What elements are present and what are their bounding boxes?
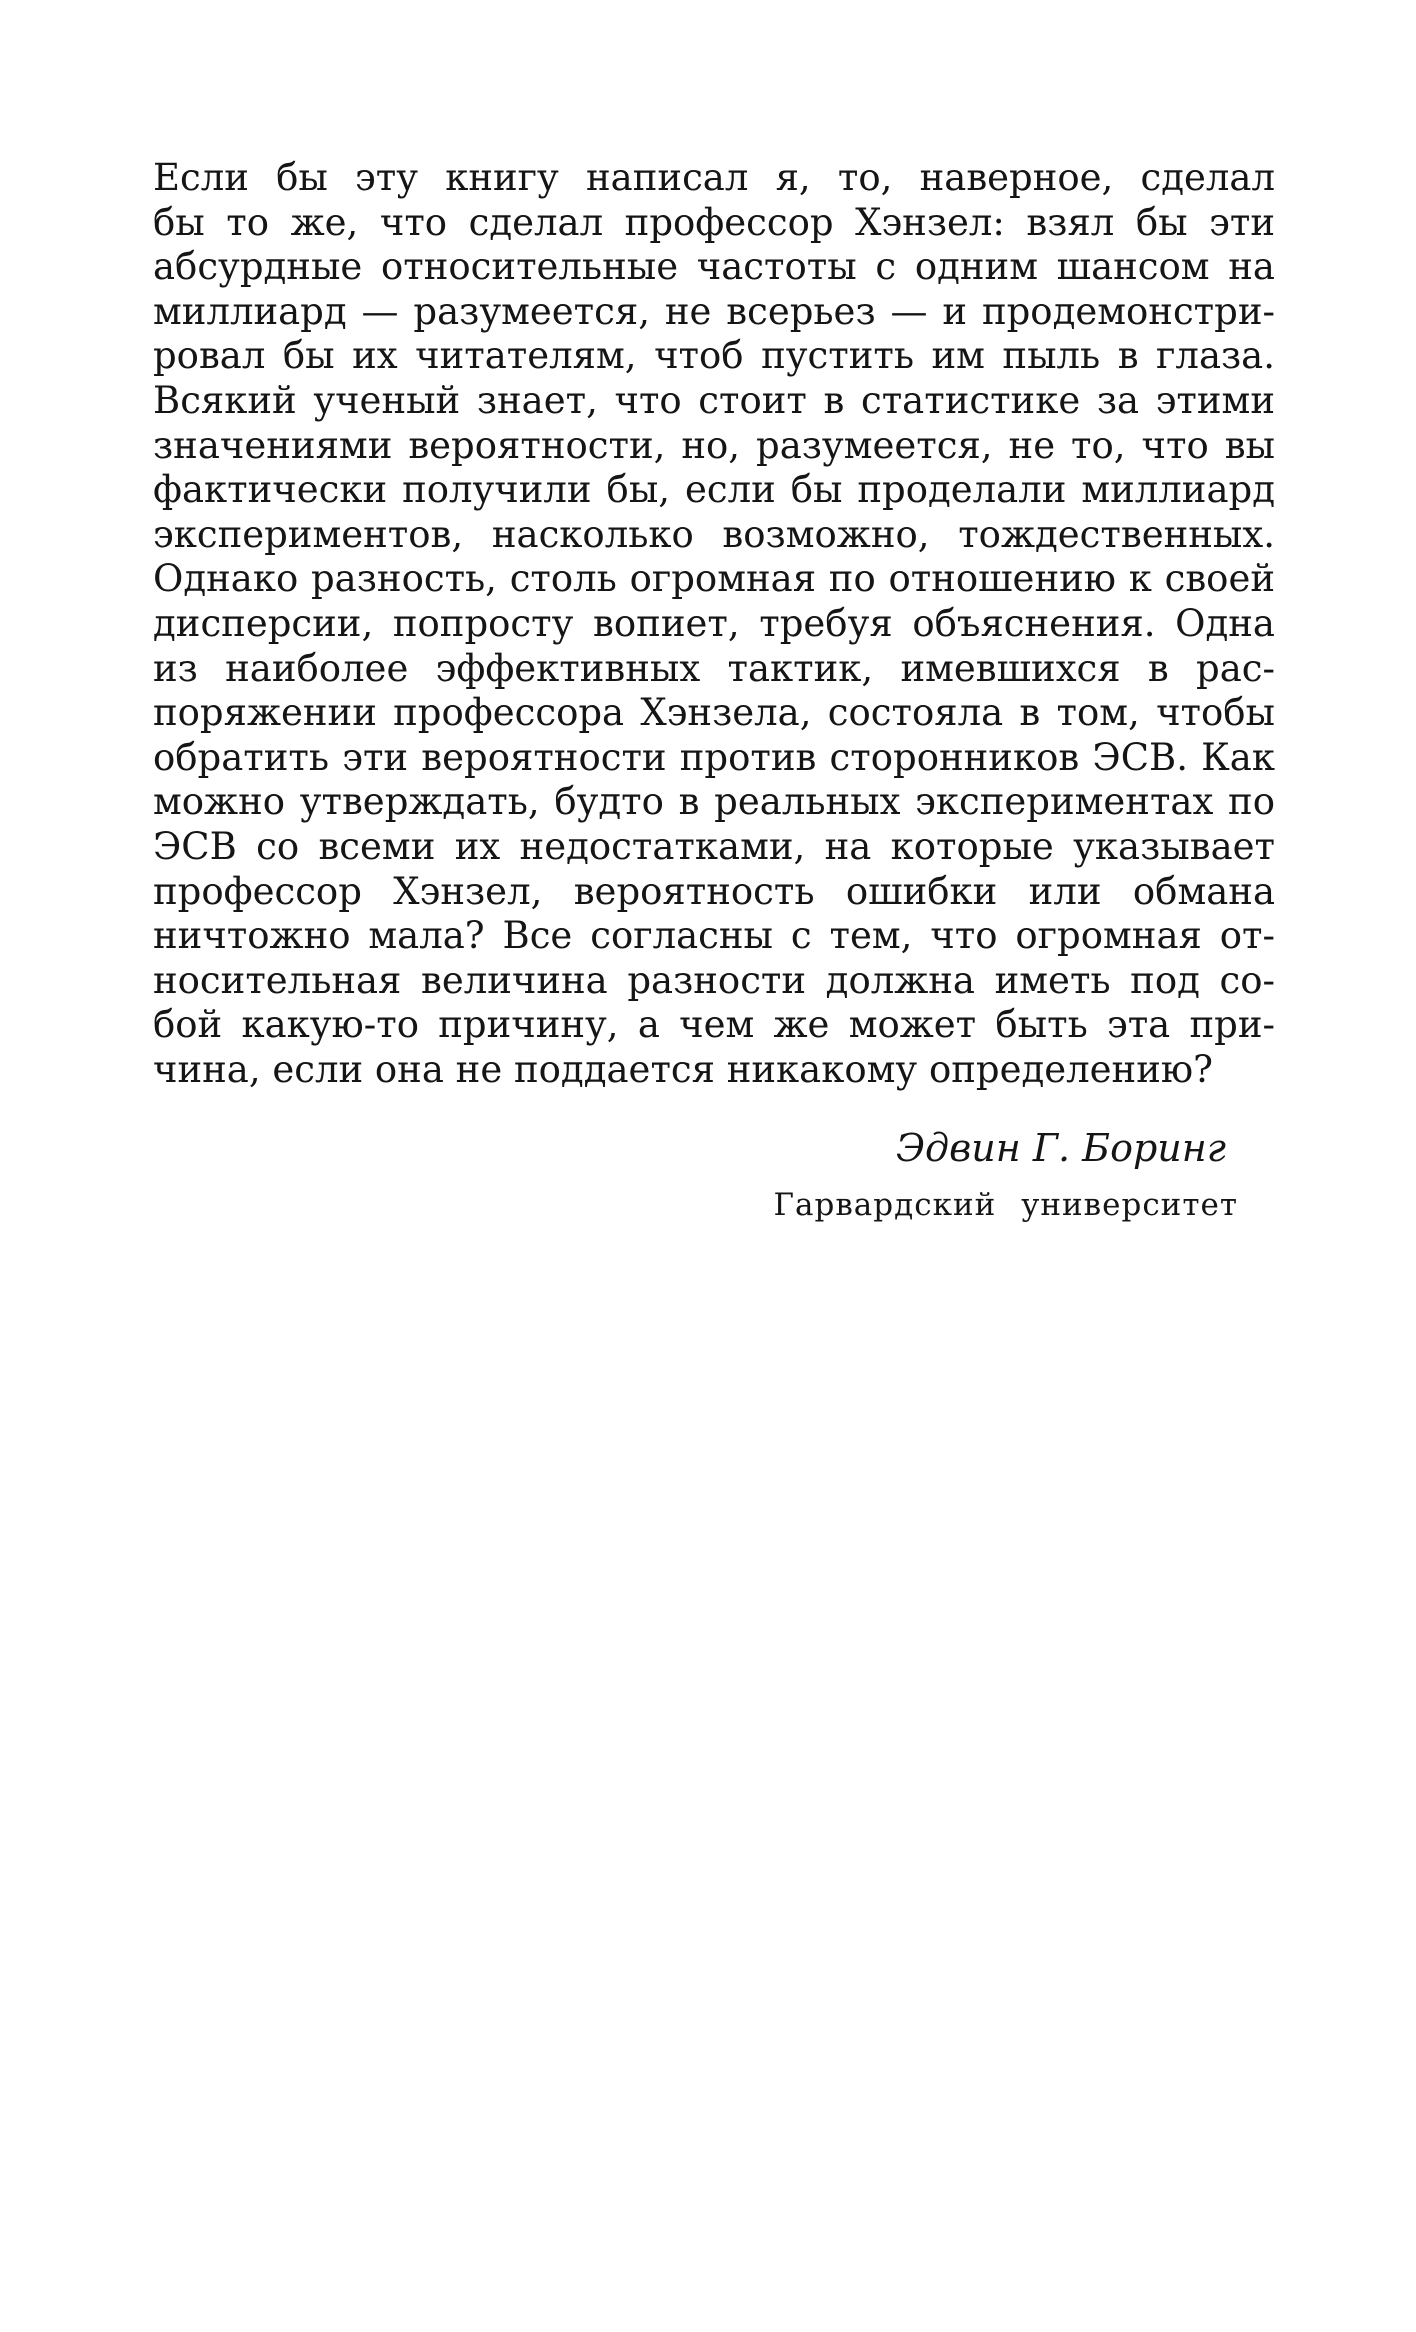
paragraph-line-1: Если бы эту книгу написал я, то, наверное, сделал (153, 156, 1275, 199)
paragraph-line-12: из наиболее эффективных тактик, имевшихся в рас- (153, 646, 1275, 690)
author-affiliation: Гарвардский университет (773, 1187, 1238, 1223)
paragraph-line-6: Всякий ученый знает, что стоит в статистике за этими (153, 378, 1275, 422)
paragraph-line-17: профессор Хэнзел, вероятность ошибки или обмана (153, 869, 1275, 913)
paragraph-line-8: фактически получили бы, если бы проделали миллиард (153, 468, 1275, 512)
paragraph-line-16: ЭСВ со всеми их недостатками, на которые указывает (153, 824, 1275, 868)
author-name: Эдвин Г. Боринг (895, 1126, 1226, 1170)
paragraph-line-21: чина, если она не поддается никакому определению? (153, 1047, 1213, 1091)
paragraph-line-11: дисперсии, попросту вопиет, требуя объяснения. Одна (153, 601, 1275, 645)
paragraph-line-19: носительная величина разности должна иметь под со- (153, 958, 1275, 1002)
paragraph-line-18: ничтожно мала? Все согласны с тем, что огромная от- (153, 914, 1275, 958)
paragraph-line-15: можно утверждать, будто в реальных экспериментах по (153, 780, 1275, 824)
signature-block (538, 1118, 1238, 1232)
paragraph-line-14: обратить эти вероятности против сторонников ЭСВ. Как (153, 735, 1275, 779)
paragraph-line-5: ровал бы их читателям, чтоб пустить им пыль в глаза. (153, 334, 1275, 378)
paragraph-line-3: абсурдные относительные частоты с одним шансом на (153, 245, 1275, 289)
paragraph-line-9: экспериментов, насколько возможно, тождественных. (153, 512, 1275, 556)
main-paragraph (153, 156, 1275, 1092)
paragraph-line-2: бы то же, что сделал профессор Хэнзел: взял бы эти (153, 200, 1275, 244)
paragraph-line-10: Однако разность, столь огромная по отношению к своей (153, 557, 1275, 601)
paragraph-line-4: миллиард — разумеется, не всерьез — и продемонстри- (153, 289, 1275, 333)
paragraph-line-13: поряжении профессора Хэнзела, состояла в том, чтобы (153, 691, 1275, 735)
paragraph-line-7: значениями вероятности, но, разумеется, не то, что вы (153, 423, 1275, 467)
paragraph-line-20: бой какую-то причину, а чем же может быть эта при- (153, 1003, 1275, 1047)
